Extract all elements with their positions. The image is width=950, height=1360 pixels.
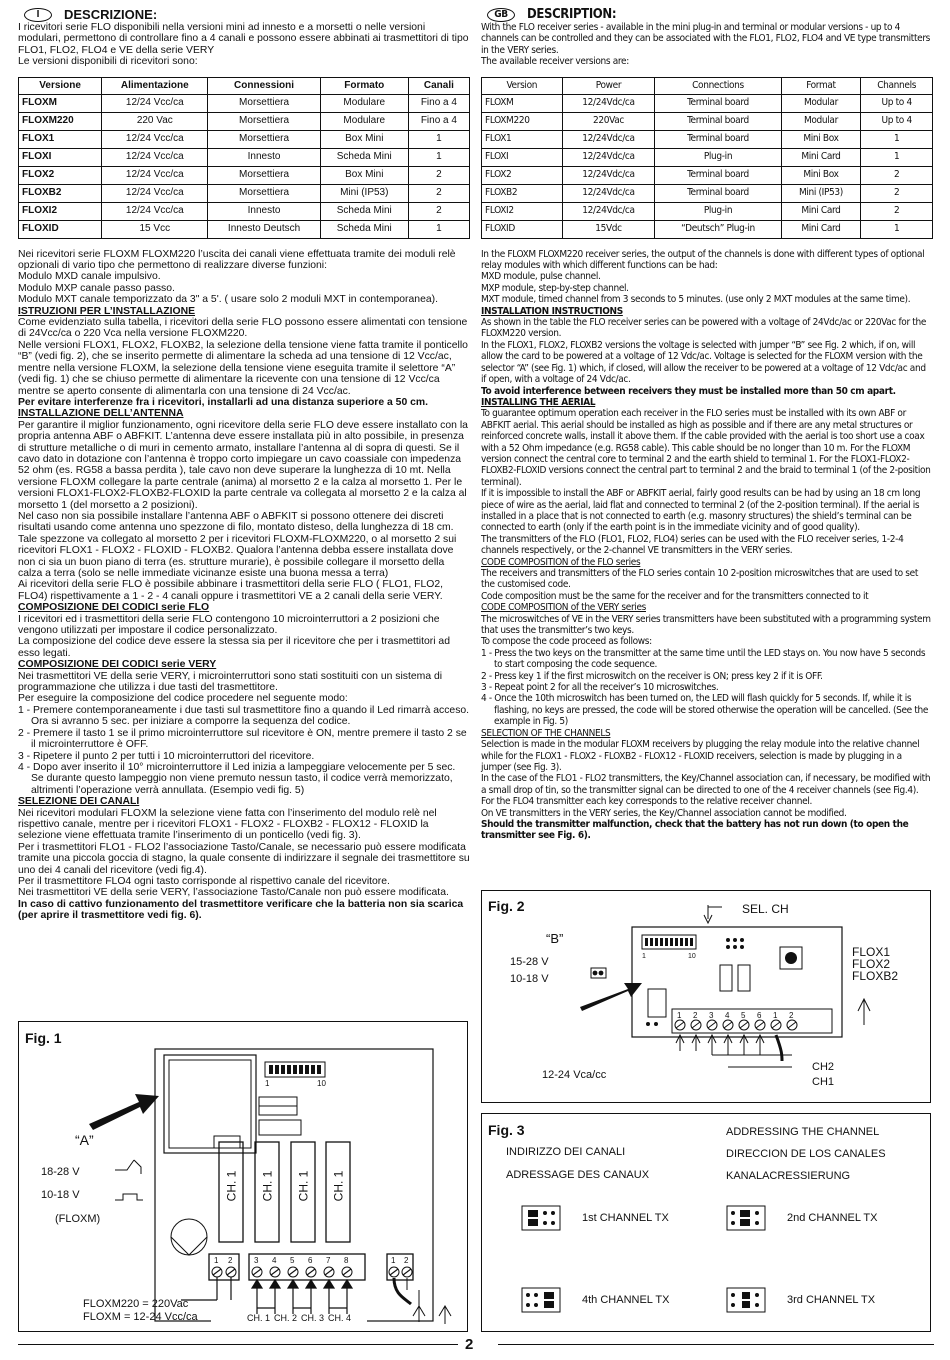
gb-intro — [481, 22, 933, 68]
it-paragraph: Modulo MXP canale passo passo. — [18, 282, 175, 294]
it-paragraph: Nelle versioni FLOX1, FLOX2, FLOXB2, la selezione della tensione viene fatta tramite il ponticello “B” (vedi fig. 2), che se inserito permette di alimentare la scheda ad una tensione di 12 Vcc/ac, mentre nella versione FLOXM, la selezione della tensione viene eseguita tramite il selettore “A” (vedi fig. 1) che se chiuso permette di alimentare la ricevente con una tensione di 12 Vcc/ca mentre se aperto consente di alimentarla con una tensione di 24 Vcc/ac. — [18, 339, 468, 397]
fig1-term-m8: 8 — [344, 1256, 349, 1265]
gb-table-row — [482, 112, 933, 130]
it-table-cell: Morsettiera — [208, 184, 320, 202]
it-paragraph: Per i trasmettitori FLO1 - FLO2 l’associazione Tasto/Canale, se necessario può essere modificata tramite una piccola goccia di stagno, la quale consente di indirizzare il segnale dei trasmettitore su uno dei 4 canali del ricevitore (vedi fig.4). — [18, 841, 470, 876]
gb-table-cell: 2 — [861, 166, 933, 184]
gb-table-cell: 2 — [861, 184, 933, 202]
it-table-cell: 1 — [408, 220, 469, 238]
gb-versions-table — [481, 77, 933, 239]
it-intro — [18, 22, 470, 68]
it-paragraph: Nel caso non sia possibile installare l’antenna ABF o ABFKIT si possono ottenere dei discreti risultati usando come antenna uno spezzone di filo, montato disteso, della lunghezza di 18 cm. Tale spezzone va collegato al morsetto 2 per i ricevitori FLOXM-FLOXM220, o al morsetto 2 sui ricevitori FLOX1 - FLOX2 - FLOXID - FLOXB2. Qualora l’antenna debba essere installata dove non ci sia un buon piano di terra (es. strutture murarie), è possibile collegare il morsetto della calza a terra (solo se nelle immediate vicinanze esiste una buona messa a terra) — [18, 510, 457, 579]
it-table-cell: FLOXM — [19, 94, 102, 112]
it-paragraph: Per evitare interferenze fra i ricevitori, installarli ad una distanza superiore a 50 cm. — [18, 396, 429, 408]
fig1-term-m3: 3 — [254, 1256, 259, 1265]
fig1-title: Fig. 1 — [25, 1030, 62, 1046]
gb-table-cell: 12/24Vdc/ca — [562, 148, 655, 166]
gb-language-badge: GB — [487, 8, 515, 22]
fig3-ch1: 1st CHANNEL TX — [582, 1212, 669, 1224]
gb-table-header: Connections — [655, 77, 781, 94]
fig1-power-220: FLOXM220 = 220Vac — [83, 1298, 189, 1310]
gb-table-cell: Mini Card — [781, 202, 861, 220]
fig2-voltage-high: 15-28 V — [510, 956, 549, 968]
gb-paragraph: For the FLO4 transmitter each key corresponds to the relative receiver channel. — [481, 796, 812, 808]
gb-paragraph: 4 - Once the 10th microswitch has been turned on, the LED will flash quickly for 5 seconds. If, while it is flashing, no keys are pressed, the code will be stored otherwise the operation will be cancelled. (See the example in Fig. 5) — [481, 693, 929, 728]
it-table-cell: Modulare — [320, 94, 408, 112]
fig1-module-ch1c: CH. 1 — [296, 1170, 311, 1202]
fig2-dip-1: 1 — [642, 953, 646, 960]
gb-table-header: Format — [781, 77, 861, 94]
gb-paragraph: Code composition must be the same for the receiver and for the transmitters connected to it — [481, 590, 869, 602]
gb-table-cell: 12/24Vdc/ca — [562, 94, 655, 112]
gb-table-cell: 12/24Vdc/ca — [562, 166, 655, 184]
fig2-model-floxb2: FLOXB2 — [852, 969, 899, 983]
it-table-row — [19, 94, 470, 112]
fig1-module-ch1a: CH. 1 — [224, 1170, 239, 1202]
it-table-header: Alimentazione — [102, 77, 208, 94]
it-paragraph: 2 - Premere il tasto 1 se il primo microinterruttore sul ricevitore è ON, mentre premere il tasto 2 se il microinterruttore è OFF. — [18, 727, 467, 751]
gb-paragraph: The receivers and transmitters of the FLO series contain 10 2-position microswitches that are used to set the customised code. — [481, 568, 918, 591]
gb-paragraph: To compose the code proceed as follows: — [481, 636, 652, 648]
gb-title: DESCRIPTION: — [527, 7, 617, 23]
fig2-power: 12-24 Vca/cc — [542, 1069, 607, 1081]
it-paragraph: Nei ricevitori serie FLOXM FLOXM220 l’uscita dei canali viene effettuata tramite dei moduli relè opzionali di vario tipo che permettono di realizzare diverse funzioni: — [18, 248, 456, 272]
it-table-cell: Morsettiera — [208, 130, 320, 148]
fig2-term-r2: 2 — [789, 1011, 794, 1020]
gb-table-cell: Plug-in — [655, 202, 781, 220]
fig2-term-2: 2 — [693, 1011, 698, 1020]
it-table-header: Formato — [320, 77, 408, 94]
it-table-header: Connessioni — [208, 77, 320, 94]
fig1-out-ch3: CH. 3 — [301, 1313, 325, 1323]
gb-table-row — [482, 220, 933, 238]
fig2-title: Fig. 2 — [488, 898, 525, 914]
fig1-a-label: “A” — [75, 1132, 94, 1148]
it-paragraph: Nei trasmettitori VE della serie VERY, i microinterruttori sono stati sostituiti con un sistema di programmazione che utilizza i due tasti del trasmettitore. — [18, 670, 443, 694]
it-paragraph: In caso di cattivo funzionamento del trasmettitore verificare che la batteria non sia scarica (per aprire il trasmettitore vedi fig. 6). — [18, 898, 464, 922]
it-table-cell: Innesto Deutsch — [208, 220, 320, 238]
it-language-badge: I — [24, 8, 52, 22]
it-table-cell: 1 — [408, 130, 469, 148]
fig3-ch3: 3rd CHANNEL TX — [787, 1294, 876, 1306]
it-table-cell: FLOXB2 — [19, 184, 102, 202]
gb-paragraph: SELECTION OF THE CHANNELS — [481, 727, 611, 739]
it-table-cell: Morsettiera — [208, 94, 320, 112]
it-intro-line: I ricevitori serie FLO disponibili nella versioni mini ad innesto e a morsetti o nelle versioni modulari, permettono di controllare fino a 4 canali e possono essere abbinati ai trasmettitori di tipo FLO1, FLO2, FLO4 e VE della serie VERY — [18, 22, 469, 56]
gb-table-cell: Modular — [781, 112, 861, 130]
fig1-model: (FLOXM) — [55, 1213, 101, 1225]
gb-table-cell: Mini Card — [781, 220, 861, 238]
gb-table-row — [482, 148, 933, 166]
fig1-voltage-low: 10-18 V — [41, 1189, 80, 1201]
it-table-cell: 1 — [408, 148, 469, 166]
it-paragraph: COMPOSIZIONE DEI CODICI serie VERY — [18, 659, 217, 671]
it-paragraph: SELEZIONE DEI CANALI — [18, 796, 140, 808]
gb-table-row — [482, 130, 933, 148]
it-paragraph: Nei ricevitori modulari FLOXM la selezione viene fatta con l’inserimento del modulo relè nel rispettivo canale, mentre per i ricevitori FLOX1 - FLOX2 - FLOXB2 - FLOX12 - FLOXID la selezione viene effettuata tramite l’inserimento di un ponticello (vedi fig. 3). — [18, 807, 437, 842]
it-paragraph: Ai ricevitori della serie FLO è possibile abbinare i trasmettitori della serie FLO ( FLO1, FLO2, FLO4) rispettivamente a 1 - 2 - 4 canali oppure i trasmettitori VE a 2 canali della serie VERY. — [18, 579, 444, 602]
gb-table-cell: Mini Box — [781, 130, 861, 148]
fig2-term-r1: 1 — [773, 1011, 778, 1020]
fig3-title: Fig. 3 — [488, 1122, 525, 1138]
footer-rule-right — [498, 1344, 934, 1345]
it-paragraph: 4 - Dopo aver inserito il 10° microinterruttore il Led inizia a lampeggiare velocemente per 5 sec. Se durante questo lampeggio non viene premuto nessun tasto, il codice verrà memorizzato, altrimenti l’operazione verrà annullata. (Esempio vedi fig. 5) — [18, 761, 456, 796]
it-paragraph: COMPOSIZIONE DEI CODICI serie FLO — [18, 602, 210, 614]
gb-intro-line: The available receiver versions are: — [481, 56, 629, 68]
it-table-row — [19, 202, 470, 220]
it-table-cell: 220 Vac — [102, 112, 208, 130]
it-paragraph: INSTALLAZIONE DELL’ANTENNA — [18, 408, 184, 420]
figure-2 — [481, 890, 931, 1103]
fig1-module-ch1d: CH. 1 — [331, 1170, 346, 1202]
fig1-term-l1: 1 — [214, 1256, 219, 1265]
fig3-ch4: 4th CHANNEL TX — [582, 1294, 670, 1306]
english-column — [481, 8, 933, 842]
it-table-cell: Fino a 4 — [408, 112, 469, 130]
fig1-module-ch1b: CH. 1 — [260, 1170, 275, 1202]
it-header — [18, 8, 470, 22]
it-table-cell: Modulare — [320, 112, 408, 130]
gb-paragraph: CODE COMPOSITION of the VERY series — [481, 602, 646, 614]
fig2-term-1: 1 — [677, 1011, 682, 1020]
figure-1 — [18, 1021, 468, 1332]
it-table-cell: 12/24 Vcc/ca — [102, 166, 208, 184]
it-intro-line: Le versioni disponibili di ricevitori sono: — [18, 56, 198, 68]
it-table-cell: FLOX2 — [19, 166, 102, 184]
it-table-cell: Innesto — [208, 148, 320, 166]
it-table-row — [19, 148, 470, 166]
fig1-dip-1: 1 — [265, 1079, 270, 1088]
it-table-cell: FLOXI — [19, 148, 102, 166]
it-paragraph: Per garantire il miglior funzionamento, ogni ricevitore della serie FLO deve essere installato con la propria antenna ABF o ABFKIT. L’antenna deve essere installata più in alto possibile, in presenza di strutture metalliche o di muri in cemento armato, installare l’antenna al di sopra di questi. Se il cavo dato in dotazione con l’antenna è troppo corto impiegare un cavo coassiale con impedenza 52 ohm (es. RG58 a bassa perdita ), tale cavo non deve superare la lunghezza di 10 mt. Nella versione FLOXM collegare la parte centrale (anima) al morsetto 2 e la calza al morsetto 1. Per le versioni FLOX1-FLOX2-FLOXB2-FLOXID la parte centrale va collegata al morsetto 2 e la calza al morsetto 1 (del morsetto a 2 posizioni). — [18, 419, 468, 511]
gb-table-cell: Terminal board — [655, 184, 781, 202]
fig2-term-4: 4 — [725, 1011, 730, 1020]
gb-paragraph: CODE COMPOSITION of the FLO series — [481, 556, 641, 568]
fig1-term-m6: 6 — [308, 1256, 313, 1265]
it-table-cell: Morsettiera — [208, 112, 320, 130]
fig1-diagram — [19, 1022, 467, 1331]
it-table-cell: FLOXI2 — [19, 202, 102, 220]
gb-table-cell: Modular — [781, 94, 861, 112]
it-table-row — [19, 166, 470, 184]
it-table-cell: FLOXM220 — [19, 112, 102, 130]
fig2-term-5: 5 — [741, 1011, 746, 1020]
gb-paragraph: MXT module, timed channel from 3 seconds to 5 minutes. (use only 2 MXT modules at the same time). — [481, 294, 911, 306]
gb-paragraph: 2 - Press key 1 if the first microswitch on the receiver is ON; press key 2 if it is OFF. — [481, 670, 823, 682]
it-table-cell: Innesto — [208, 202, 320, 220]
fig1-power-1224: FLOXM = 12-24 Vcc/ca — [83, 1311, 198, 1323]
fig3-addr-es: DIRECCION DE LOS CANALES — [726, 1148, 886, 1160]
it-paragraph: Modulo MXD canale impulsivo. — [18, 271, 161, 283]
fig1-out-ch1: CH. 1 — [247, 1313, 271, 1323]
gb-paragraph: 1 - Press the two keys on the transmitter at the same time until the LED stays on. You now have 5 seconds to start composing the code sequence. — [481, 647, 926, 671]
gb-table-cell: FLOX1 — [482, 130, 563, 148]
it-table-cell: FLOX1 — [19, 130, 102, 148]
gb-header — [481, 8, 933, 22]
it-table-cell: Fino a 4 — [408, 94, 469, 112]
gb-table-row — [482, 166, 933, 184]
page-number: 2 — [465, 1336, 474, 1353]
gb-paragraph: To avoid interference between receivers they must be installed more than 50 cm apart. — [481, 385, 896, 397]
gb-table-header: Channels — [861, 77, 933, 94]
gb-paragraph: To guarantee optimum operation each receiver in the FLO series must be installed with its own ABF or ABFKIT aerial. This aerial should be installed as high as possible and if there are any metal structures or reinforced concrete walls, install it above them. If the cable provided with the aerial is too short use a coax with a 52 Ohm impedance (e.g. RG58 cable). This cable should be no longer than 10 m. For the FLOXM version connect the central core to terminal 2 and the earth shield to terminal 1. For the FLOX1-FLOX2-FLOXB2-FLOXID versions connect the central part to terminal 2 and the braid to terminal 1 (of the 2-position terminal). — [481, 408, 931, 488]
gb-body — [481, 249, 933, 842]
gb-paragraph: Should the transmitter malfunction, check that the battery has not run down (to open the transmitter see Fig. 6). — [481, 818, 909, 842]
fig2-sel-ch: SEL. CH — [742, 902, 789, 916]
fig2-voltage-low: 10-18 V — [510, 973, 549, 985]
gb-table-cell: Terminal board — [655, 94, 781, 112]
it-versions-table — [18, 77, 470, 239]
it-table-cell: 12/24 Vcc/ca — [102, 202, 208, 220]
it-table-cell: Mini (IP53) — [320, 184, 408, 202]
gb-paragraph: If it is impossible to install the ABF or ABFKIT aerial, fairly good results can be had by using an 18 cm long piece of wire as the aerial, laid flat and connected to terminal 2 (of the 2-position terminal). If the aerial is installed in a place that is not connected to earth (e.g. masonry structures) the shield’s terminal can be connected to earth (only if the earth point is in the immediate vicinity and of good quality). — [481, 488, 921, 534]
fig2-b-label: “B” — [546, 931, 564, 946]
it-paragraph: Come evidenziato sulla tabella, i ricevitori della serie FLO possono essere alimentati con tensione di 24Vcc/ca o 220 Vca nella versione FLOXM220. — [18, 317, 468, 340]
it-paragraph: I ricevitori ed i trasmettitori della serie FLO contengono 10 microinterruttori a 2 posizioni che vengono utilizzati per impostare il codice personalizzato. — [18, 613, 440, 637]
it-table-header: Versione — [19, 77, 102, 94]
fig1-term-m7: 7 — [326, 1256, 331, 1265]
gb-table-cell: 1 — [861, 220, 933, 238]
fig3-addr-fr: ADRESSAGE DES CANAUX — [506, 1169, 650, 1181]
it-table-row — [19, 220, 470, 238]
it-table-cell: 2 — [408, 202, 469, 220]
fig1-out-ch4: CH. 4 — [328, 1313, 352, 1323]
gb-paragraph: The transmitters of the FLO (FLO1, FLO2, FLO4) series can be used with the FLO receiver series, 1-2-4 channels respectively, or the 2-channel VE transmitters in the VERY series. — [481, 533, 904, 557]
it-table-row — [19, 130, 470, 148]
gb-paragraph: In the FLOX1, FLOX2, FLOXB2 versions the voltage is selected with jumper “B” see Fig. 2 which, if on, will allow the card to be powered at a voltage of 12 Vdc/ac. Voltage is selected for the FLOXM version with the selector “A” (see Fig. 1) which, if closed, will allow the receiver to be powered at a voltage of 12 Vdc/ac and if open, with a voltage of 24 Vdc/ac. — [481, 339, 926, 386]
gb-table-cell: 1 — [861, 148, 933, 166]
gb-table-cell: Mini (IP53) — [781, 184, 861, 202]
fig3-addr-de: KANALACRESSIERUNG — [726, 1170, 851, 1182]
gb-table-header: Power — [562, 77, 655, 94]
fig1-term-m4: 4 — [272, 1256, 277, 1265]
gb-table-cell: Mini Card — [781, 148, 861, 166]
fig2-dip-10: 10 — [688, 953, 696, 960]
fig1-term-r2: 2 — [404, 1256, 409, 1265]
gb-paragraph: MXP module, step-by-step channel. — [481, 282, 629, 294]
fig3-addr-it: INDIRIZZO DEI CANALI — [506, 1146, 626, 1158]
gb-table-cell: Terminal board — [655, 112, 781, 130]
it-table-cell: 12/24 Vcc/ca — [102, 148, 208, 166]
gb-table-row — [482, 184, 933, 202]
fig2-term-6: 6 — [757, 1011, 762, 1020]
gb-intro-line: With the FLO receiver series - available in the mini plug-in and terminal or modular versions - up to 4 channels can be controlled and they can be associated with the FLO1, FLO2, FLO4 and VE type transmitters in the VERY series. — [481, 22, 931, 56]
it-table-cell: Scheda Mini — [320, 202, 408, 220]
it-table-cell: Scheda Mini — [320, 148, 408, 166]
it-table-cell: Scheda Mini — [320, 220, 408, 238]
gb-table-cell: Mini Box — [781, 166, 861, 184]
it-paragraph: Per il trasmettitore FLO4 ogni tasto corrisponde al rispettivo canale del ricevitore. — [18, 875, 390, 887]
gb-paragraph: The microswitches of VE in the VERY series transmitters have been substituted with a programming system that uses the transmitter’s two keys. — [481, 613, 931, 637]
it-table-cell: 12/24 Vcc/ca — [102, 184, 208, 202]
it-table-row — [19, 184, 470, 202]
fig1-term-l2: 2 — [228, 1256, 233, 1265]
gb-table-cell: FLOXI — [482, 148, 563, 166]
gb-table-cell: FLOXB2 — [482, 184, 563, 202]
it-table-cell: Box Mini — [320, 166, 408, 184]
gb-paragraph: In the case of the FLO1 - FLO2 transmitters, the Key/Channel association can, if necessary, be modified with a small drop of tin, so the transmitter signal can be directed to one of the 4 receiver channels (see Fig.4). — [481, 773, 931, 796]
gb-paragraph: MXD module, pulse channel. — [481, 271, 601, 283]
italian-column — [18, 8, 470, 922]
fig3-addr-en: ADDRESSING THE CHANNEL — [726, 1126, 880, 1138]
it-table-cell: 2 — [408, 184, 469, 202]
it-table-cell: Morsettiera — [208, 166, 320, 184]
it-paragraph: 3 - Ripetere il punto 2 per tutti i 10 microinterruttori del ricevitore. — [18, 750, 315, 762]
gb-table-row — [482, 202, 933, 220]
gb-paragraph: 3 - Repeat point 2 for all the receiver’s 10 microswitches. — [481, 682, 719, 694]
gb-table-cell: Up to 4 — [861, 94, 933, 112]
it-table-cell: FLOXID — [19, 220, 102, 238]
gb-table-cell: FLOXI2 — [482, 202, 563, 220]
gb-paragraph: INSTALLATION INSTRUCTIONS — [481, 305, 623, 317]
gb-table-cell: FLOXM — [482, 94, 563, 112]
gb-table-cell: 15Vdc — [562, 220, 655, 238]
gb-table-cell: 1 — [861, 130, 933, 148]
it-table-header: Canali — [408, 77, 469, 94]
it-body — [18, 249, 470, 922]
gb-table-cell: Terminal board — [655, 130, 781, 148]
fig3-ch2: 2nd CHANNEL TX — [787, 1212, 878, 1224]
gb-paragraph: In the FLOXM FLOXM220 receiver series, the output of the channels is done with different types of optional relay modules with which different functions can be had: — [481, 248, 925, 272]
gb-table-cell: 12/24Vdc/ca — [562, 184, 655, 202]
gb-table-cell: FLOXID — [482, 220, 563, 238]
fig1-out-ch2: CH. 2 — [274, 1313, 298, 1323]
it-paragraph: 1 - Premere contemporaneamente i due tasti sul trasmettitore fino a quando il Led rimarrà acceso. Ora si avranno 5 sec. per iniziare a comporre la sequenza del codice. — [18, 704, 470, 728]
fig1-term-m5: 5 — [290, 1256, 295, 1265]
it-table-cell: Box Mini — [320, 130, 408, 148]
it-paragraph: La composizione del codice deve essere la stessa sia per il ricevitore che per i trasmettitori ad esso legati. — [18, 636, 450, 659]
figure-3 — [481, 1113, 931, 1332]
gb-table-cell: Terminal board — [655, 166, 781, 184]
gb-paragraph: INSTALLING THE AERIAL — [481, 396, 596, 408]
footer-rule-left — [18, 1344, 458, 1345]
it-title: DESCRIZIONE: — [64, 7, 158, 23]
fig1-voltage-high: 18-28 V — [41, 1166, 80, 1178]
it-table-cell: 12/24 Vcc/ca — [102, 94, 208, 112]
gb-table-row — [482, 94, 933, 112]
gb-paragraph: As shown in the table the FLO receiver series can be powered with a voltage of 24Vdc/ac or 220Vac for the FLOXM220 version. — [481, 317, 927, 340]
gb-table-cell: Up to 4 — [861, 112, 933, 130]
gb-paragraph: Selection is made in the modular FLOXM receivers by plugging the relay module into the relative channel while for the FLOX1 - FLOX2 - FLOXB2 - FLOX12 - FLOXID receivers, selection is made by plugging in a jumper (see Fig. 3). — [481, 739, 920, 773]
gb-table-cell: FLOX2 — [482, 166, 563, 184]
it-paragraph: Nei trasmettitori VE della serie VERY, l’associazione Tasto/Canale non può essere modificata. — [18, 887, 449, 899]
it-paragraph: Per eseguire la composizione del codice procedere nel seguente modo: — [18, 693, 348, 705]
fig1-dip-10: 10 — [317, 1079, 326, 1088]
fig2-term-3: 3 — [709, 1011, 714, 1020]
it-table-row — [19, 112, 470, 130]
it-paragraph: Modulo MXT canale temporizzato da 3" a 5'. ( usare solo 2 moduli MXT in contemporanea). — [18, 294, 438, 306]
gb-table-header: Version — [482, 77, 563, 94]
gb-table-cell: Plug-in — [655, 148, 781, 166]
gb-table-cell: 220Vac — [562, 112, 655, 130]
it-table-cell: 12/24 Vcc/ca — [102, 130, 208, 148]
fig1-term-r1: 1 — [391, 1256, 396, 1265]
fig2-ch1: CH1 — [812, 1076, 835, 1088]
it-table-cell: 15 Vcc — [102, 220, 208, 238]
gb-table-cell: 12/24Vdc/ca — [562, 202, 655, 220]
gb-table-cell: “Deutsch” Plug-in — [655, 220, 781, 238]
gb-table-cell: 12/24Vdc/ca — [562, 130, 655, 148]
it-table-cell: 2 — [408, 166, 469, 184]
gb-table-cell: FLOXM220 — [482, 112, 563, 130]
it-paragraph: ISTRUZIONI PER L’INSTALLAZIONE — [18, 305, 196, 317]
gb-table-cell: 2 — [861, 202, 933, 220]
fig2-model-flox1: FLOX1 — [852, 945, 891, 959]
fig2-ch2: CH2 — [812, 1061, 835, 1073]
gb-paragraph: On VE transmitters in the VERY series, the Key/Channel association cannot be modified. — [481, 807, 847, 819]
fig2-model-flox2: FLOX2 — [852, 957, 891, 971]
